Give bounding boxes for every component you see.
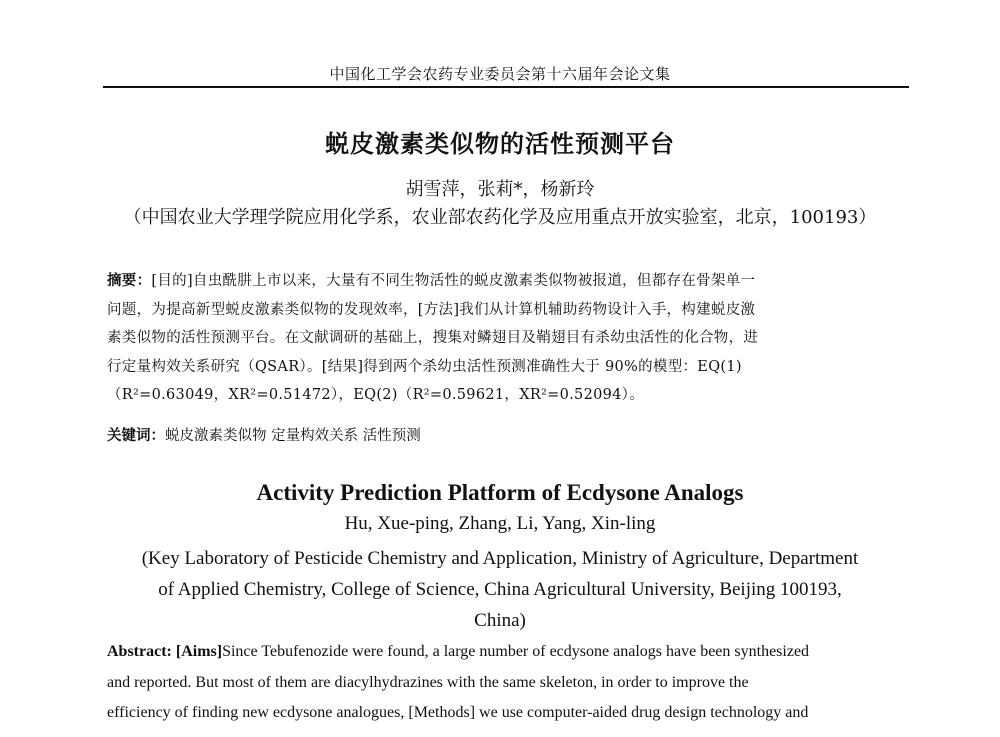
- abstract-english-line: [107, 637, 907, 668]
- authors-english: Hu, Xue-ping, Zhang, Li, Yang, Xin-ling: [344, 513, 656, 534]
- affiliation-english-line: of Applied Chemistry, College of Science, China Agricultural University, Beijing 100193,: [158, 579, 842, 600]
- authors-chinese: 胡雪萍，张莉*，杨新玲: [405, 179, 595, 200]
- abstract-chinese-line: （R²=0.63049，XR²=0.51472），EQ(2)（R²=0.59621，XR²=0.52094）。: [107, 387, 645, 403]
- running-header: 中国化工学会农药专业委员会第十六届年会论文集: [329, 65, 671, 83]
- abstract-english-label: Abstract: [Aims]: [107, 643, 223, 660]
- affiliation-english-line: (Key Laboratory of Pesticide Chemistry and Application, Ministry of Agriculture, Department: [141, 548, 859, 569]
- abstract-english-line: efficiency of finding new ecdysone analogues, [Methods] we use computer-aided drug design technology and: [107, 704, 809, 721]
- abstract-chinese: [107, 267, 905, 410]
- header-rule: [103, 86, 909, 88]
- abstract-chinese-line: [107, 267, 905, 296]
- abstract-chinese-label: 摘要：: [107, 272, 152, 289]
- abstract-chinese-line: 素类似物的活性预测平台。在文献调研的基础上，搜集对鳞翅目及鞘翅目有杀幼虫活性的化合物，进: [107, 330, 759, 346]
- keywords-chinese-text: 蜕皮激素类似物 定量构效关系 活性预测: [165, 428, 421, 444]
- abstract-chinese-text: [目的]自虫酰肼上市以来，大量有不同生物活性的蜕皮激素类似物被报道，但都存在骨架单一: [151, 273, 756, 289]
- abstract-chinese-line: 行定量构效关系研究（QSAR）。[结果]得到两个杀幼虫活性预测准确性大于 90%的模型：EQ(1): [107, 358, 742, 375]
- abstract-english-line: and reported. But most of them are diacylhydrazines with the same skeleton, in order to improve the: [107, 673, 749, 691]
- affiliation-chinese: （中国农业大学理学院应用化学系，农业部农药化学及应用重点开放实验室，北京，100193）: [123, 207, 877, 228]
- abstract-english-text: Since Tebufenozide were found, a large number of ecdysone analogs have been synthesized: [222, 643, 810, 660]
- abstract-chinese-line: 问题，为提高新型蜕皮激素类似物的发现效率，[方法]我们从计算机辅助药物设计入手，构建蜕皮激: [107, 301, 756, 318]
- keywords-chinese-label: 关键词：: [107, 427, 165, 444]
- title-english: Activity Prediction Platform of Ecdysone Analogs: [256, 480, 744, 505]
- affiliation-english: [0, 543, 1000, 636]
- keywords-chinese: [107, 424, 905, 445]
- affiliation-english-line: China): [474, 610, 526, 631]
- abstract-english: [107, 637, 907, 729]
- title-chinese: 蜕皮激素类似物的活性预测平台: [325, 129, 675, 158]
